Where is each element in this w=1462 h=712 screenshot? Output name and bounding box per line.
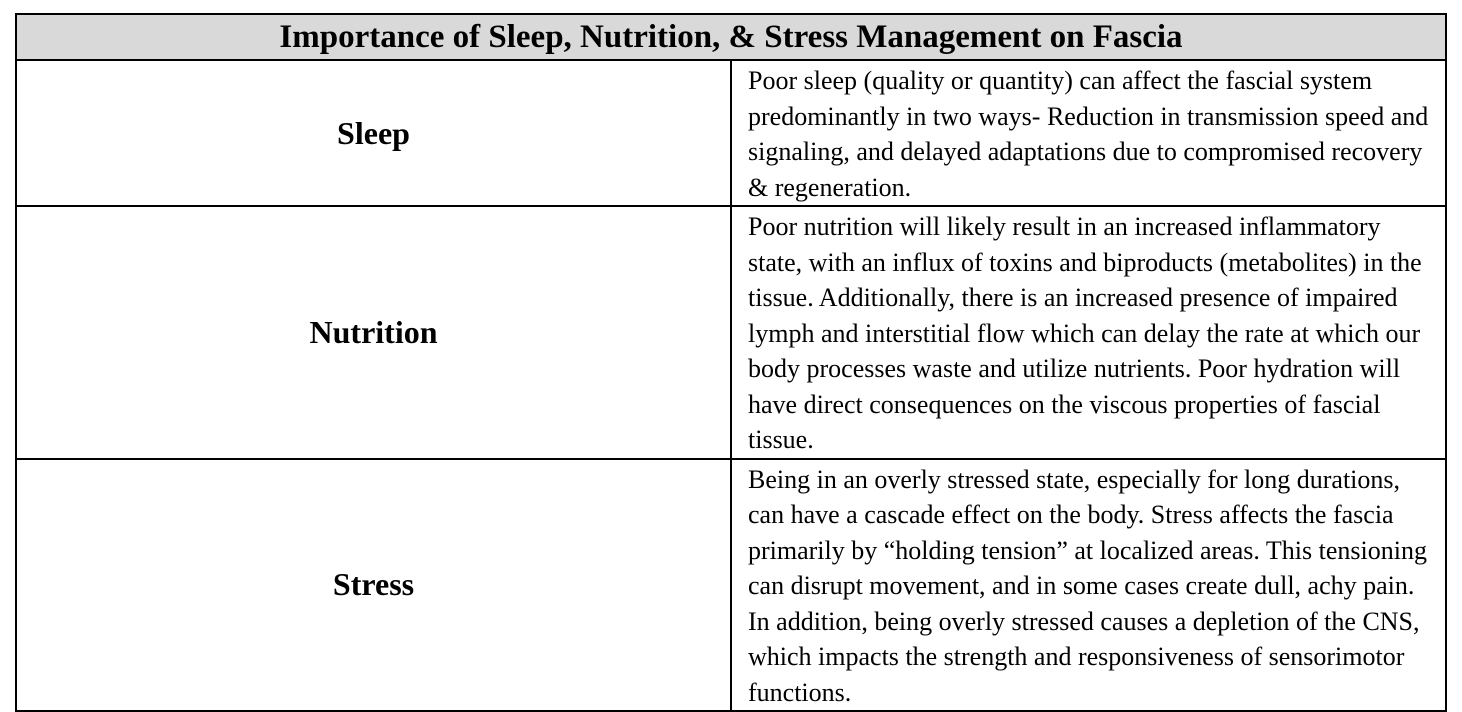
row-label-stress: Stress: [16, 459, 731, 712]
row-label-nutrition: Nutrition: [16, 206, 731, 459]
row-label-sleep: Sleep: [16, 60, 731, 206]
row-text-stress: Being in an overly stressed state, especially for long durations, can have a cascade effect on the body. Stress affects the fascia primarily by “holding tension” at localized areas. This tensioning can disrupt movement, and in some cases create dull, achy pain. In addition, being overly stressed causes a depletion of the CNS, which impacts the strength and responsiveness of sensorimotor functions.: [731, 459, 1446, 712]
table-header-row: [16, 14, 1446, 60]
fascia-importance-table: [15, 13, 1447, 712]
table-title: Importance of Sleep, Nutrition, & Stress Management on Fascia: [16, 14, 1446, 60]
row-text-nutrition: Poor nutrition will likely result in an increased inflammatory state, with an influx of toxins and biproducts (metabolites) in the tissue. Additionally, there is an increased presence of impaired lymph and interstitial flow which can delay the rate at which our body processes waste and utilize nutrients. Poor hydration will have direct consequences on the viscous properties of fascial tissue.: [731, 206, 1446, 459]
table-row: [16, 459, 1446, 712]
row-text-sleep: Poor sleep (quality or quantity) can affect the fascial system predominantly in two ways- Reduction in transmission speed and signaling, and delayed adaptations due to compromised recovery & regeneration.: [731, 60, 1446, 206]
table-row: [16, 60, 1446, 206]
table-row: [16, 206, 1446, 459]
